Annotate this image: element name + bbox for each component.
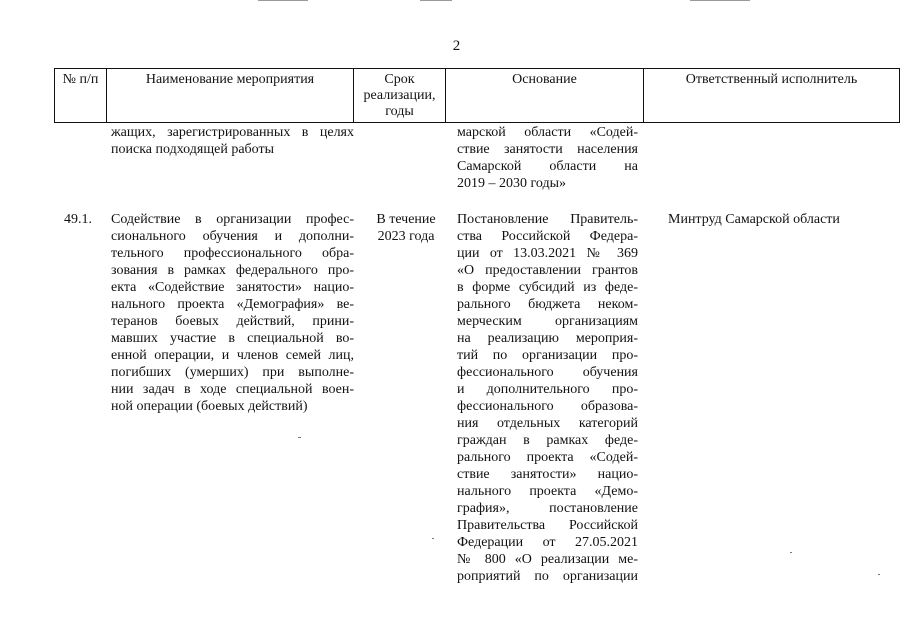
header-term: Срок реализации, годы bbox=[354, 69, 446, 123]
text-line: нии задач в ходе специальной воен- bbox=[111, 382, 354, 397]
scan-speck bbox=[878, 574, 880, 575]
text-line: В течение bbox=[376, 212, 436, 227]
text-line: 2023 года bbox=[377, 229, 435, 244]
header-basis: Основание bbox=[446, 69, 644, 123]
text-line: екта «Содействие занятости» нацио- bbox=[111, 280, 354, 295]
text-line: нального проекта «Демо- bbox=[457, 484, 638, 499]
scan-speck bbox=[790, 552, 792, 553]
text-line: ния отдельных категорий bbox=[457, 416, 638, 431]
text-line: мавших участие в специальной во- bbox=[111, 331, 354, 346]
text-line: зования в рамках федерального про- bbox=[111, 263, 354, 278]
text-line: рального проекта «Содей- bbox=[457, 450, 638, 465]
text-line: фессионального образова- bbox=[457, 399, 638, 414]
text-line: Постановление Правитель- bbox=[457, 212, 638, 227]
text-line: роприятий по организации bbox=[457, 569, 638, 584]
header-num: № п/п bbox=[55, 69, 107, 123]
text-line: поиска подходящей работы bbox=[111, 142, 275, 157]
text-line: тий по организации про- bbox=[457, 348, 638, 363]
text-line: енной операции, и членов семей лиц, bbox=[111, 348, 354, 363]
text-line: Федерации от 27.05.2021 bbox=[457, 535, 638, 550]
scan-speck bbox=[432, 538, 434, 539]
text-line: нального проекта «Демография» ве- bbox=[111, 297, 354, 312]
header-responsible: Ответственный исполнитель bbox=[644, 69, 900, 123]
text-line: жащих, зарегистрированных в целях bbox=[111, 125, 354, 140]
text-line: «О предоставлении грантов bbox=[457, 263, 638, 278]
table-header-row bbox=[55, 69, 900, 123]
text-line: погибших (умерших) при выполне- bbox=[111, 365, 354, 380]
table-header bbox=[54, 68, 900, 123]
scan-edge-rule bbox=[690, 0, 750, 1]
text-line: теранов боевых действий, прини- bbox=[111, 314, 354, 329]
text-line: мерческим организациям bbox=[457, 314, 638, 329]
scan-edge-rule bbox=[420, 0, 452, 1]
row-name bbox=[111, 211, 354, 415]
row-responsible: Минтруд Самарской области bbox=[668, 212, 840, 227]
header-name: Наименование мероприятия bbox=[107, 69, 354, 123]
text-line: Самарской области на bbox=[457, 159, 638, 174]
text-line: ной операции (боевых действий) bbox=[111, 399, 308, 414]
row-number: 49.1. bbox=[64, 212, 92, 227]
text-line: 2019 – 2030 годы» bbox=[457, 176, 567, 191]
text-line: ства Российской Федера- bbox=[457, 229, 638, 244]
continuation-basis bbox=[457, 124, 638, 192]
text-line: сионального обучения и дополни- bbox=[111, 229, 354, 244]
text-line: Правительства Российской bbox=[457, 518, 638, 533]
row-term bbox=[366, 211, 446, 245]
text-line: Содействие в организации профес- bbox=[111, 212, 354, 227]
text-line: марской области «Содей- bbox=[457, 125, 638, 140]
text-line: и дополнительного про- bbox=[457, 382, 638, 397]
text-line: в форме субсидий из феде- bbox=[457, 280, 638, 295]
text-line: ствие занятости» нацио- bbox=[457, 467, 638, 482]
text-line: ции от 13.03.2021 № 369 bbox=[457, 246, 638, 261]
text-line: на реализацию мероприя- bbox=[457, 331, 638, 346]
text-line: фессионального обучения bbox=[457, 365, 638, 380]
scan-speck bbox=[298, 437, 301, 438]
text-line: тельного профессионального обра- bbox=[111, 246, 354, 261]
row-basis bbox=[457, 211, 638, 585]
page-number: 2 bbox=[452, 38, 461, 54]
text-line: граждан в рамках феде- bbox=[457, 433, 638, 448]
scan-edge-rule bbox=[258, 0, 308, 1]
text-line: графия», постановление bbox=[457, 501, 638, 516]
text-line: № 800 «О реализации ме- bbox=[457, 552, 638, 567]
continuation-name bbox=[111, 124, 354, 158]
text-line: ствие занятости населения bbox=[457, 142, 638, 157]
text-line: рального бюджета неком- bbox=[457, 297, 638, 312]
